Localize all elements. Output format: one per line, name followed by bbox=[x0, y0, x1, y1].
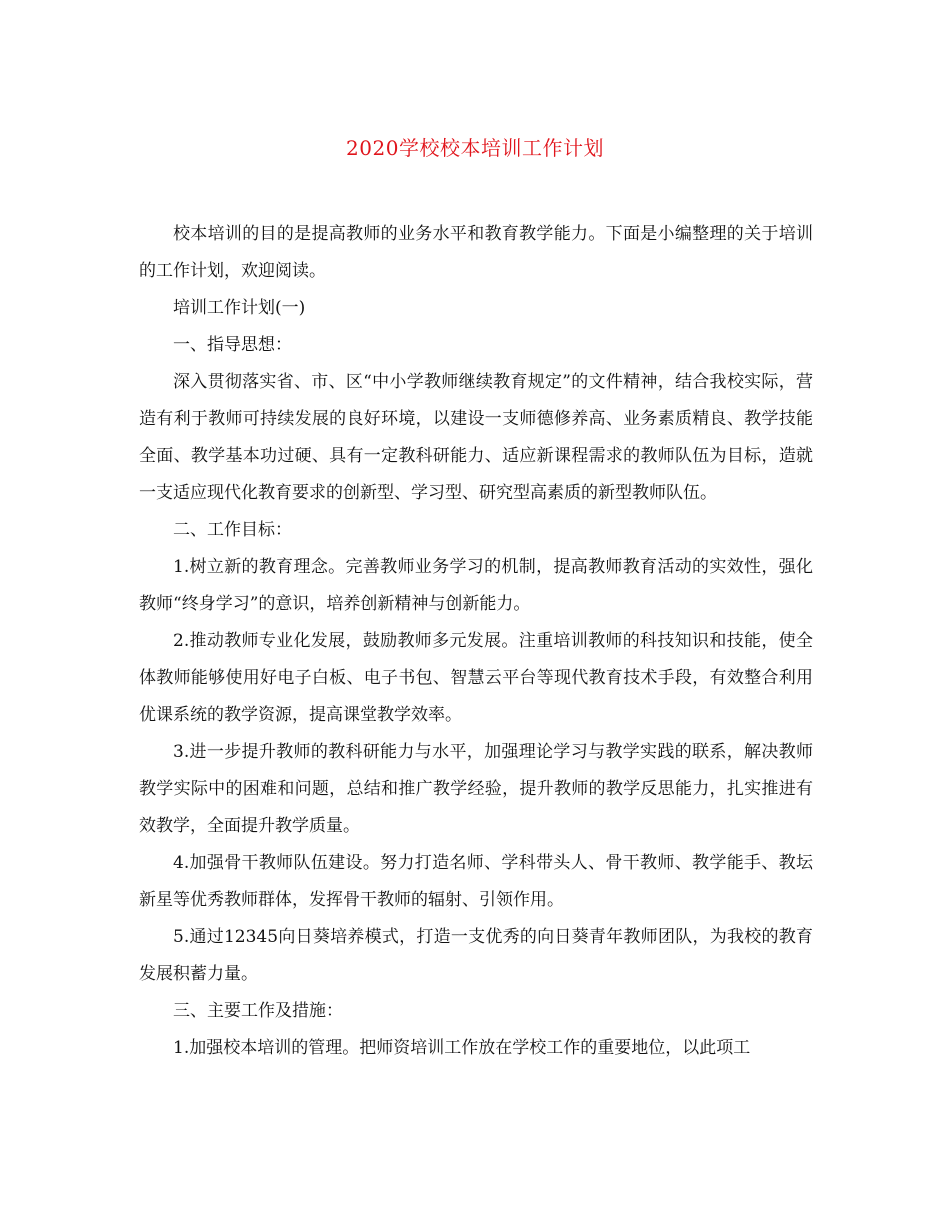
document-body bbox=[139, 216, 813, 1067]
guiding-ideology-paragraph: 深入贯彻落实省、市、区“中小学教师继续教育规定”的文件精神，结合我校实际，营造有利于教师可持续发展的良好环境，以建设一支师德修养高、业务素质精良、教学技能全面、教学基本功过硬、具有一定教科研能力、适应新课程需求的教师队伍为目标，造就一支适应现代化教育要求的创新型、学习型、研究型高素质的新型教师队伍。 bbox=[139, 372, 813, 503]
section-heading-main-work: 三、主要工作及措施： bbox=[173, 1001, 343, 1021]
main-work-item-1: 1.加强校本培训的管理。把师资培训工作放在学校工作的重要地位，以此项工 bbox=[173, 1038, 751, 1058]
goal-item-4: 4.加强骨干教师队伍建设。努力打造名师、学科带头人、骨干教师、教学能手、教坛新星等优秀教师群体，发挥骨干教师的辐射、引领作用。 bbox=[139, 853, 813, 910]
document-title: 2020学校校本培训工作计划 bbox=[346, 136, 604, 160]
section-heading-guiding-ideology: 一、指导思想： bbox=[173, 335, 292, 355]
goal-item-3: 3.进一步提升教师的教科研能力与水平，加强理论学习与教学实践的联系，解决教师教学实际中的困难和问题，总结和推广教学经验，提升教师的教学反思能力，扎实推进有效教学，全面提升教学质量。 bbox=[139, 742, 813, 836]
section-heading-work-goals: 二、工作目标： bbox=[173, 520, 292, 540]
intro-paragraph: 校本培训的目的是提高教师的业务水平和教育教学能力。下面是小编整理的关于培训的工作计划，欢迎阅读。 bbox=[139, 224, 813, 281]
goal-item-2: 2.推动教师专业化发展，鼓励教师多元发展。注重培训教师的科技知识和技能，使全体教师能够使用好电子白板、电子书包、智慧云平台等现代教育技术手段，有效整合利用优课系统的教学资源，提高课堂教学效率。 bbox=[139, 631, 813, 725]
plan-heading: 培训工作计划(一) bbox=[173, 298, 306, 318]
goal-item-5: 5.通过12345向日葵培养模式，打造一支优秀的向日葵青年教师团队，为我校的教育发展积蓄力量。 bbox=[139, 927, 813, 984]
goal-item-1: 1.树立新的教育理念。完善教师业务学习的机制，提高教师教育活动的实效性，强化教师“终身学习”的意识，培养创新精神与创新能力。 bbox=[139, 557, 813, 614]
